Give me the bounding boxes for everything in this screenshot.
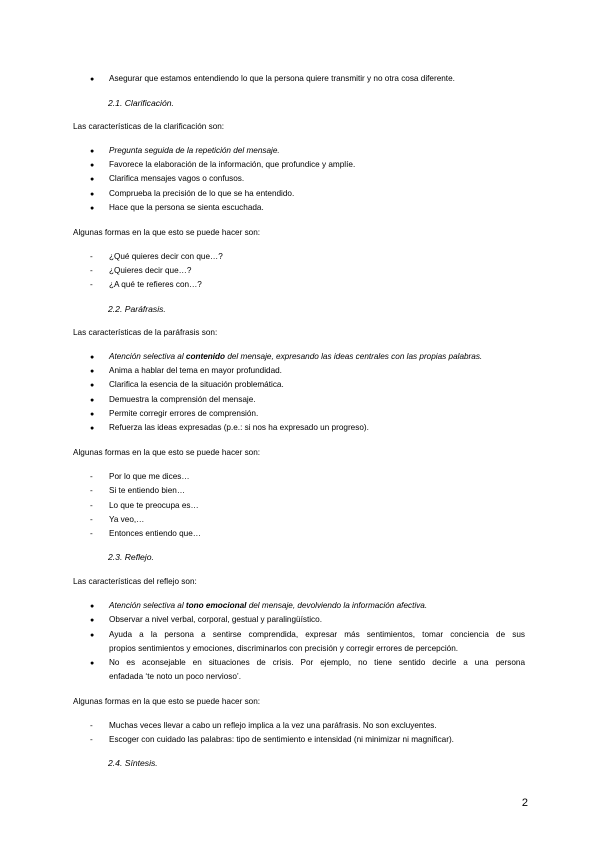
bullet-icon: ● [90,76,95,83]
dash-marker: - [90,266,93,275]
bullet-text-part: Atención selectiva al [109,352,186,361]
bullet-icon: ● [90,382,95,389]
dash-marker: - [90,472,93,481]
form-item: Entonces entiendo que… [109,529,201,538]
bullet-text-part: del mensaje, expresando las ideas centrales con las propias palabras. [225,352,483,361]
bullet-icon: ● [90,368,95,375]
dash-marker: - [90,486,93,495]
bullet-text: Pregunta seguida de la repetición del mensaje. [109,146,280,155]
dash-marker: - [90,515,93,524]
bullet-text-mixed [109,600,427,611]
form-item: ¿Qué quieres decir con que…? [109,252,223,261]
bullet-text: Refuerza las ideas expresadas (p.e.: si nos ha expresado un progreso). [109,423,369,432]
bullet-icon: ● [90,354,95,361]
bullet-text-cont: enfadada ‘te noto un poco nervioso’. [109,672,242,681]
bullet-text: Anima a hablar del tema en mayor profundidad. [109,366,282,375]
page-number: 2 [521,797,528,809]
bullet-icon: ● [90,176,95,183]
bullet-icon: ● [90,603,95,610]
dash-marker: - [90,280,93,289]
chars-intro-reflejo: Las características del reflejo son: [73,577,197,586]
section-heading-parafrasis: 2.2. Paráfrasis. [108,304,166,314]
intro-bullet-text: Asegurar que estamos entendiendo lo que la persona quiere transmitir y no otra cosa diferente. [109,74,455,83]
bullet-text: Observar a nivel verbal, corporal, gestual y paralingüístico. [109,615,322,624]
bullet-icon: ● [90,162,95,169]
section-heading-clarificacion: 2.1. Clarificación. [108,98,174,108]
dash-marker: - [90,735,93,744]
dash-marker: - [90,529,93,538]
bullet-text: No es aconsejable en situaciones de crisis. Por ejemplo, no tiene sentido decirle a una persona [109,658,525,667]
dash-marker: - [90,501,93,510]
form-item: Lo que te preocupa es… [109,501,199,510]
form-item: Por lo que me dices… [109,472,190,481]
bullet-icon: ● [90,425,95,432]
bullet-text: Permite corregir errores de comprensión. [109,409,259,418]
dash-marker: - [90,721,93,730]
bullet-icon: ● [90,632,95,639]
form-item: Si te entiendo bien… [109,486,186,495]
bullet-text: Clarifica mensajes vagos o confusos. [109,174,245,183]
bullet-icon: ● [90,660,95,667]
section-heading-reflejo: 2.3. Reflejo. [108,552,154,562]
forms-intro-parafrasis: Algunas formas en la que esto se puede hacer son: [73,448,261,457]
bullet-text: Comprueba la precisión de lo que se ha entendido. [109,189,295,198]
bullet-text: Ayuda a la persona a sentirse comprendida, expresar más sentimientos, tomar conciencia de sus [109,630,525,639]
bullet-text-cont: propios sentimientos y emociones, discriminarlos con precisión y corregir errores de percepción. [109,644,459,653]
bullet-text: Demuestra la comprensión del mensaje. [109,395,256,404]
bullet-text: Favorece la elaboración de la información, que profundice y amplíe. [109,160,356,169]
bullet-icon: ● [90,205,95,212]
bullet-text-part: del mensaje, devolviendo la información afectiva. [246,601,428,610]
bullet-text: Hace que la persona se sienta escuchada. [109,203,264,212]
bullet-text-bold: tono emocional [185,601,247,610]
chars-intro-clarificacion: Las características de la clarificación son: [73,122,225,131]
form-item: Muchas veces llevar a cabo un reflejo implica a la vez una paráfrasis. No son excluyentes. [109,721,437,730]
bullet-icon: ● [90,397,95,404]
form-item: ¿A qué te refieres con…? [109,280,202,289]
bullet-text: Clarifica la esencia de la situación problemática. [109,380,284,389]
bullet-icon: ● [90,411,95,418]
chars-intro-parafrasis: Las características de la paráfrasis son: [73,328,218,337]
bullet-icon: ● [90,191,95,198]
forms-intro-reflejo: Algunas formas en la que esto se puede hacer son: [73,697,261,706]
bullet-icon: ● [90,617,95,624]
bullet-text-part: Atención selectiva al [109,601,186,610]
bullet-text-mixed [109,351,482,362]
dash-marker: - [90,252,93,261]
form-item: Ya veo,… [109,515,145,524]
bullet-icon: ● [90,148,95,155]
bullet-text-bold: contenido [185,352,226,361]
section-heading-sintesis: 2.4. Síntesis. [108,758,158,768]
form-item: ¿Quieres decir que…? [109,266,192,275]
forms-intro-clarificacion: Algunas formas en la que esto se puede hacer son: [73,228,261,237]
form-item: Escoger con cuidado las palabras: tipo de sentimiento e intensidad (ni minimizar ni magnificar). [109,735,454,744]
